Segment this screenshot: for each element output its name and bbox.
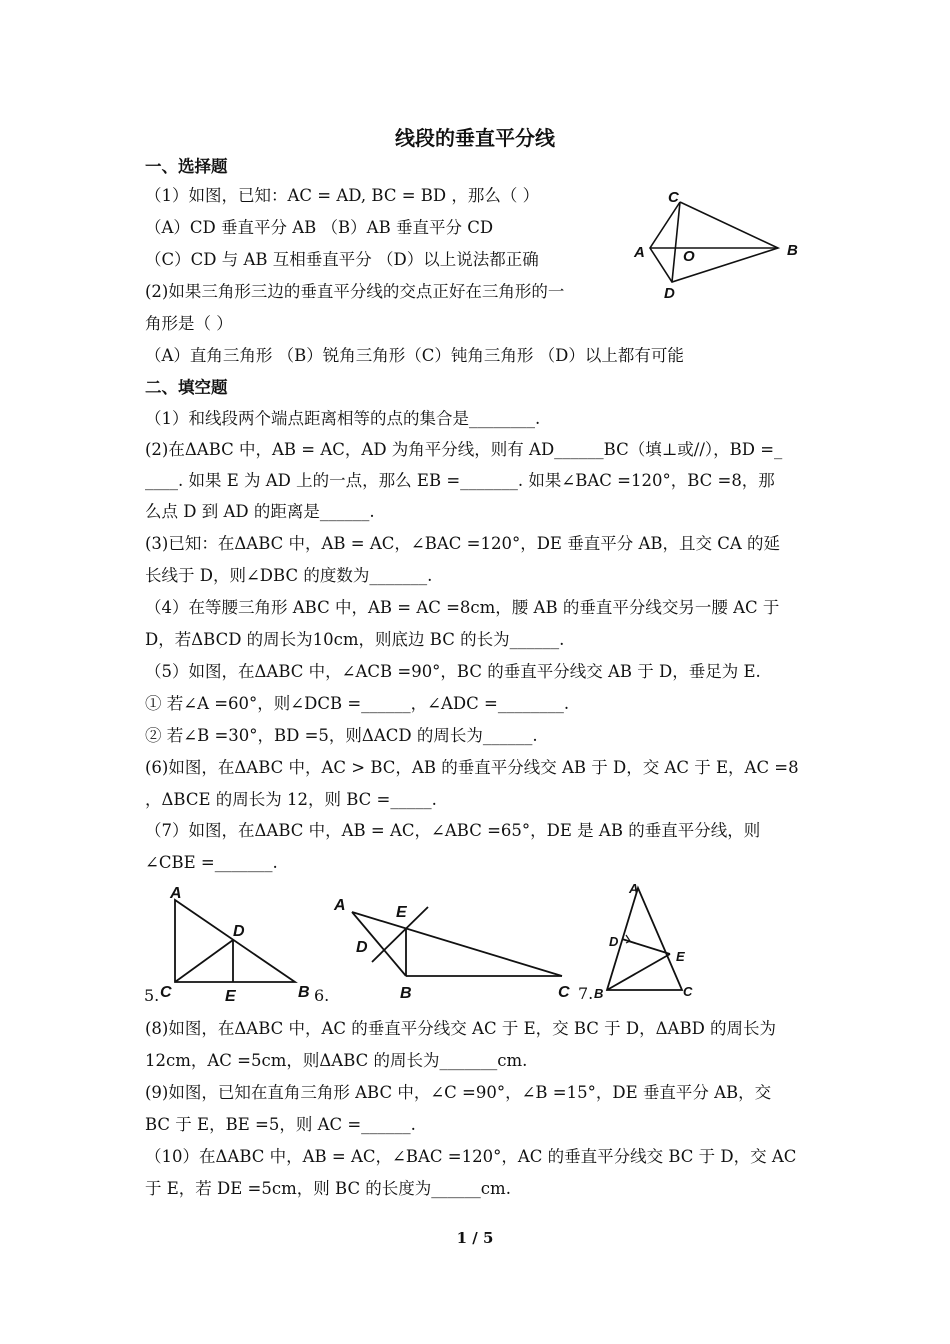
figure-7 xyxy=(575,878,705,1003)
question-line: 角形是（ ） xyxy=(145,314,233,333)
question-line: 于 E，若 DE =5cm，则 BC 的长度为______cm. xyxy=(145,1179,511,1198)
section-heading-fill: 二、填空题 xyxy=(145,378,228,397)
label-O: O xyxy=(683,248,695,265)
page-number: 1 / 5 xyxy=(456,1229,494,1247)
question-line: 长线于 D，则∠DBC 的度数为_______. xyxy=(145,566,433,585)
label-A: A xyxy=(634,244,645,261)
label-A: A xyxy=(170,885,182,902)
label-D: D xyxy=(356,939,368,956)
label-C: C xyxy=(683,984,693,999)
label-A: A xyxy=(629,881,639,896)
question-line: （4）在等腰三角形 ABC 中，AB = AC =8cm，腰 AB 的垂直平分线交另一腰 AC 于 xyxy=(145,598,780,617)
label-D: D xyxy=(233,923,245,940)
label-C: C xyxy=(668,189,679,206)
question-line: (6)如图，在ΔABC 中，AC > BC，AB 的垂直平分线交 AB 于 D，交 AC 于 E，AC =8 xyxy=(145,758,799,777)
question-line: （10）在ΔABC 中，AB = AC，∠BAC =120°，AC 的垂直平分线交 BC 于 D，交 AC xyxy=(145,1147,797,1166)
question-line: BC 于 E，BE =5，则 AC =______. xyxy=(145,1115,416,1134)
question-line: （1）和线段两个端点距离相等的点的集合是________. xyxy=(145,409,541,428)
question-line: （1）如图，已知：AC = AD, BC = BD ，那么（ ） xyxy=(145,186,540,205)
question-line: （A）CD 垂直平分 AB （B）AB 垂直平分 CD xyxy=(145,218,494,237)
question-line: 么点 D 到 AD 的距离是______. xyxy=(145,502,375,521)
label-C: C xyxy=(160,984,172,1001)
question-line: （5）如图，在ΔABC 中，∠ACB =90°，BC 的垂直平分线交 AB 于 D，垂足为 E. xyxy=(145,662,761,681)
label-B: B xyxy=(400,985,412,1002)
label-B: B xyxy=(787,242,798,259)
question-line: 12cm，AC =5cm，则ΔABC 的周长为_______cm. xyxy=(145,1051,528,1070)
question-line: （7）如图，在ΔABC 中，AB = AC，∠ABC =65°，DE 是 AB 的垂直平分线，则 xyxy=(145,821,761,840)
question-line: (3)已知：在ΔABC 中，AB = AC，∠BAC =120°，DE 垂直平分 AB，且交 CA 的延 xyxy=(145,534,781,553)
question-line: ② 若∠B =30°，BD =5，则ΔACD 的周长为______. xyxy=(145,726,538,745)
question-line: (9)如图，已知在直角三角形 ABC 中，∠C =90°，∠B =15°，DE 垂直平分 AB，交 xyxy=(145,1083,772,1102)
label-E: E xyxy=(676,949,685,964)
question-line: （A）直角三角形 （B）锐角三角形（C）钝角三角形 （D）以上都有可能 xyxy=(145,346,684,365)
page-title: 线段的垂直平分线 xyxy=(395,126,555,150)
label-B: B xyxy=(298,984,310,1001)
label-A: A xyxy=(334,897,346,914)
question-line: ，ΔBCE 的周长为 12，则 BC =_____. xyxy=(145,790,437,809)
label-E: E xyxy=(225,988,236,1005)
question-line: (2)如果三角形三边的垂直平分线的交点正好在三角形的一 xyxy=(145,282,565,301)
label-D: D xyxy=(664,285,675,302)
question-line: ① 若∠A =60°，则∠DCB =______，∠ADC =________. xyxy=(145,694,570,713)
question-line: (2)在ΔABC 中，AB = AC，AD 为角平分线，则有 AD______BC（填⊥或//），BD =_ xyxy=(145,440,783,459)
label-D: D xyxy=(609,934,619,949)
figure-6 xyxy=(310,890,585,1005)
question-line: ____. 如果 E 为 AD 上的一点，那么 EB =_______. 如果∠BAC =120°，BC =8，那 xyxy=(145,471,775,490)
figure-caption: 5. xyxy=(144,986,160,1005)
label-E: E xyxy=(396,904,407,921)
figure-5 xyxy=(140,880,320,1005)
question-line: （C）CD 与 AB 互相垂直平分 （D）以上说法都正确 xyxy=(145,250,539,269)
question-line: ∠CBE =_______. xyxy=(145,853,278,872)
figure-kite xyxy=(630,185,810,300)
question-line: D，若ΔBCD 的周长为10cm，则底边 BC 的长为______. xyxy=(145,630,565,649)
question-line: (8)如图，在ΔABC 中，AC 的垂直平分线交 AC 于 E，交 BC 于 D，ΔABD 的周长为 xyxy=(145,1019,777,1038)
section-heading-choice: 一、选择题 xyxy=(145,157,228,176)
label-B: B xyxy=(594,986,604,1001)
figure-caption: 7. xyxy=(578,984,594,1003)
label-C: C xyxy=(558,984,570,1001)
figure-caption: 6. xyxy=(314,986,330,1005)
